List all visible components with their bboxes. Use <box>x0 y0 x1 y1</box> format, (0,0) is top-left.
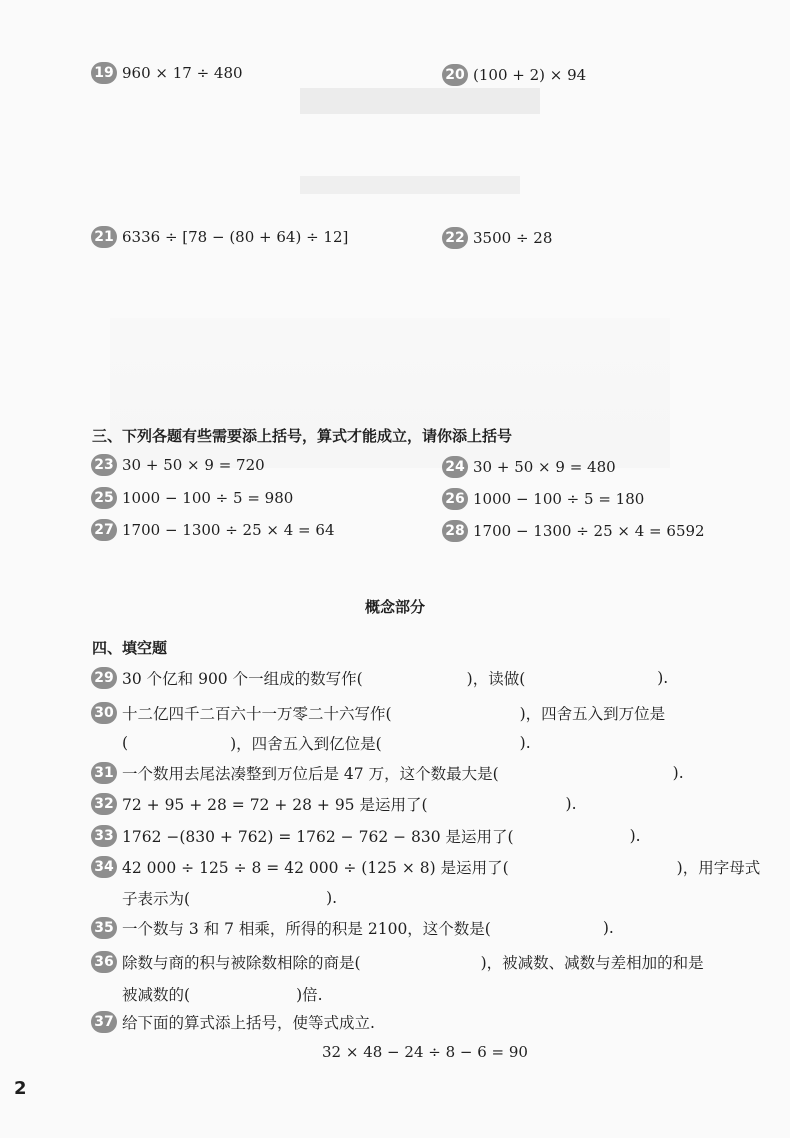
fill-item-32 <box>91 793 577 815</box>
question-text: )，四舍五入到亿位是( <box>230 735 382 753</box>
calc-item-22 <box>442 227 552 249</box>
fill-item-36-line-2 <box>122 983 323 1005</box>
question-number-badge: 34 <box>91 856 117 878</box>
question-text: 72 + 95 + 28 = 72 + 28 + 95 是运用了( <box>122 796 428 814</box>
question-number-badge: 28 <box>442 520 468 542</box>
question-text: 十二亿四千二百六十一万零二十六写作( <box>122 705 392 723</box>
question-text: ). <box>519 734 531 752</box>
question-text: 给下面的算式添上括号，使等式成立. <box>122 1014 375 1032</box>
question-text: 30 个亿和 900 个一组成的数写作( <box>122 670 363 688</box>
page-number: 2 <box>14 1078 27 1099</box>
question-number-badge: 26 <box>442 488 468 510</box>
parenthesis-item-25 <box>91 487 293 509</box>
question-number-badge: 29 <box>91 667 117 689</box>
question-number-badge: 30 <box>91 702 117 724</box>
question-text: )，四舍五入到万位是 <box>519 705 666 723</box>
calc-item-21 <box>91 226 348 248</box>
question-text: ). <box>565 795 577 813</box>
question-number-badge: 21 <box>91 226 117 248</box>
fill-item-30-line-2 <box>122 732 531 754</box>
question-number-badge: 31 <box>91 762 117 784</box>
fill-item-36 <box>91 951 704 973</box>
question-number-badge: 25 <box>91 487 117 509</box>
question-text: 1762 −(830 + 762) = 1762 − 762 − 830 是运用了( <box>122 828 514 846</box>
question-text: ). <box>602 919 614 937</box>
parenthesis-item-23 <box>91 454 265 476</box>
question-text: 一个数与 3 和 7 相乘，所得的积是 2100，这个数是( <box>122 920 491 938</box>
parenthesis-item-27 <box>91 519 334 541</box>
parenthesis-item-28 <box>442 520 705 542</box>
question-number-badge: 32 <box>91 793 117 815</box>
question-text: )，读做( <box>466 670 526 688</box>
section-3-title: 三、下列各题有些需要添上括号，算式才能成立，请你添上括号 <box>92 427 513 445</box>
fill-item-33 <box>91 825 641 847</box>
question-text: 一个数用去尾法凑整到万位后是 47 万，这个数最大是( <box>122 765 499 783</box>
fill-item-31 <box>91 762 684 784</box>
question-number-badge: 19 <box>91 62 117 84</box>
bleed-through-band <box>300 88 540 114</box>
calc-expression: (100 + 2) × 94 <box>473 66 587 84</box>
question-number-badge: 37 <box>91 1011 117 1033</box>
equation: 30 + 50 × 9 = 480 <box>473 458 616 476</box>
section-4-title: 四、填空题 <box>92 639 168 657</box>
question-number-badge: 24 <box>442 456 468 478</box>
question-number-badge: 33 <box>91 825 117 847</box>
question-text: 42 000 ÷ 125 ÷ 8 = 42 000 ÷ (125 × 8) 是运用了( <box>122 859 509 877</box>
equation: 1700 − 1300 ÷ 25 × 4 = 6592 <box>473 522 705 540</box>
equation-to-bracket: 32 × 48 − 24 ÷ 8 − 6 = 90 <box>322 1043 528 1061</box>
question-text: ( <box>122 734 129 752</box>
concept-part-title: 概念部分 <box>364 598 425 616</box>
question-text: ). <box>326 889 338 907</box>
fill-item-34 <box>91 856 760 878</box>
equation: 1000 − 100 ÷ 5 = 180 <box>473 490 645 508</box>
question-number-badge: 23 <box>91 454 117 476</box>
question-text: ). <box>672 764 684 782</box>
calc-expression: 960 × 17 ÷ 480 <box>122 64 243 82</box>
calc-item-20 <box>442 64 586 86</box>
fill-item-34-line-2 <box>122 887 337 909</box>
question-number-badge: 27 <box>91 519 117 541</box>
question-text: 除数与商的积与被除数相除的商是( <box>122 954 361 972</box>
question-number-badge: 35 <box>91 917 117 939</box>
fill-item-35 <box>91 917 614 939</box>
fill-item-30 <box>91 702 665 724</box>
equation: 1700 − 1300 ÷ 25 × 4 = 64 <box>122 521 335 539</box>
question-text: )，被减数、减数与差相加的和是 <box>480 954 704 972</box>
question-text: 被减数的( <box>122 986 191 1004</box>
question-text: ). <box>629 827 641 845</box>
question-number-badge: 36 <box>91 951 117 973</box>
equation: 1000 − 100 ÷ 5 = 980 <box>122 489 294 507</box>
question-text: ). <box>657 669 669 687</box>
parenthesis-item-24 <box>442 456 616 478</box>
calc-item-19 <box>91 62 243 84</box>
calc-expression: 3500 ÷ 28 <box>473 229 553 247</box>
question-text: 子表示为( <box>122 890 191 908</box>
question-text: )，用字母式 <box>676 859 761 877</box>
parenthesis-item-26 <box>442 488 644 510</box>
fill-item-37 <box>91 1011 375 1033</box>
fill-item-29 <box>91 667 668 689</box>
question-text: )倍. <box>296 986 323 1004</box>
calc-expression: 6336 ÷ [78 − (80 + 64) ÷ 12] <box>122 228 349 246</box>
bleed-through-band <box>300 176 520 194</box>
question-number-badge: 20 <box>442 64 468 86</box>
question-number-badge: 22 <box>442 227 468 249</box>
equation: 30 + 50 × 9 = 720 <box>122 456 265 474</box>
